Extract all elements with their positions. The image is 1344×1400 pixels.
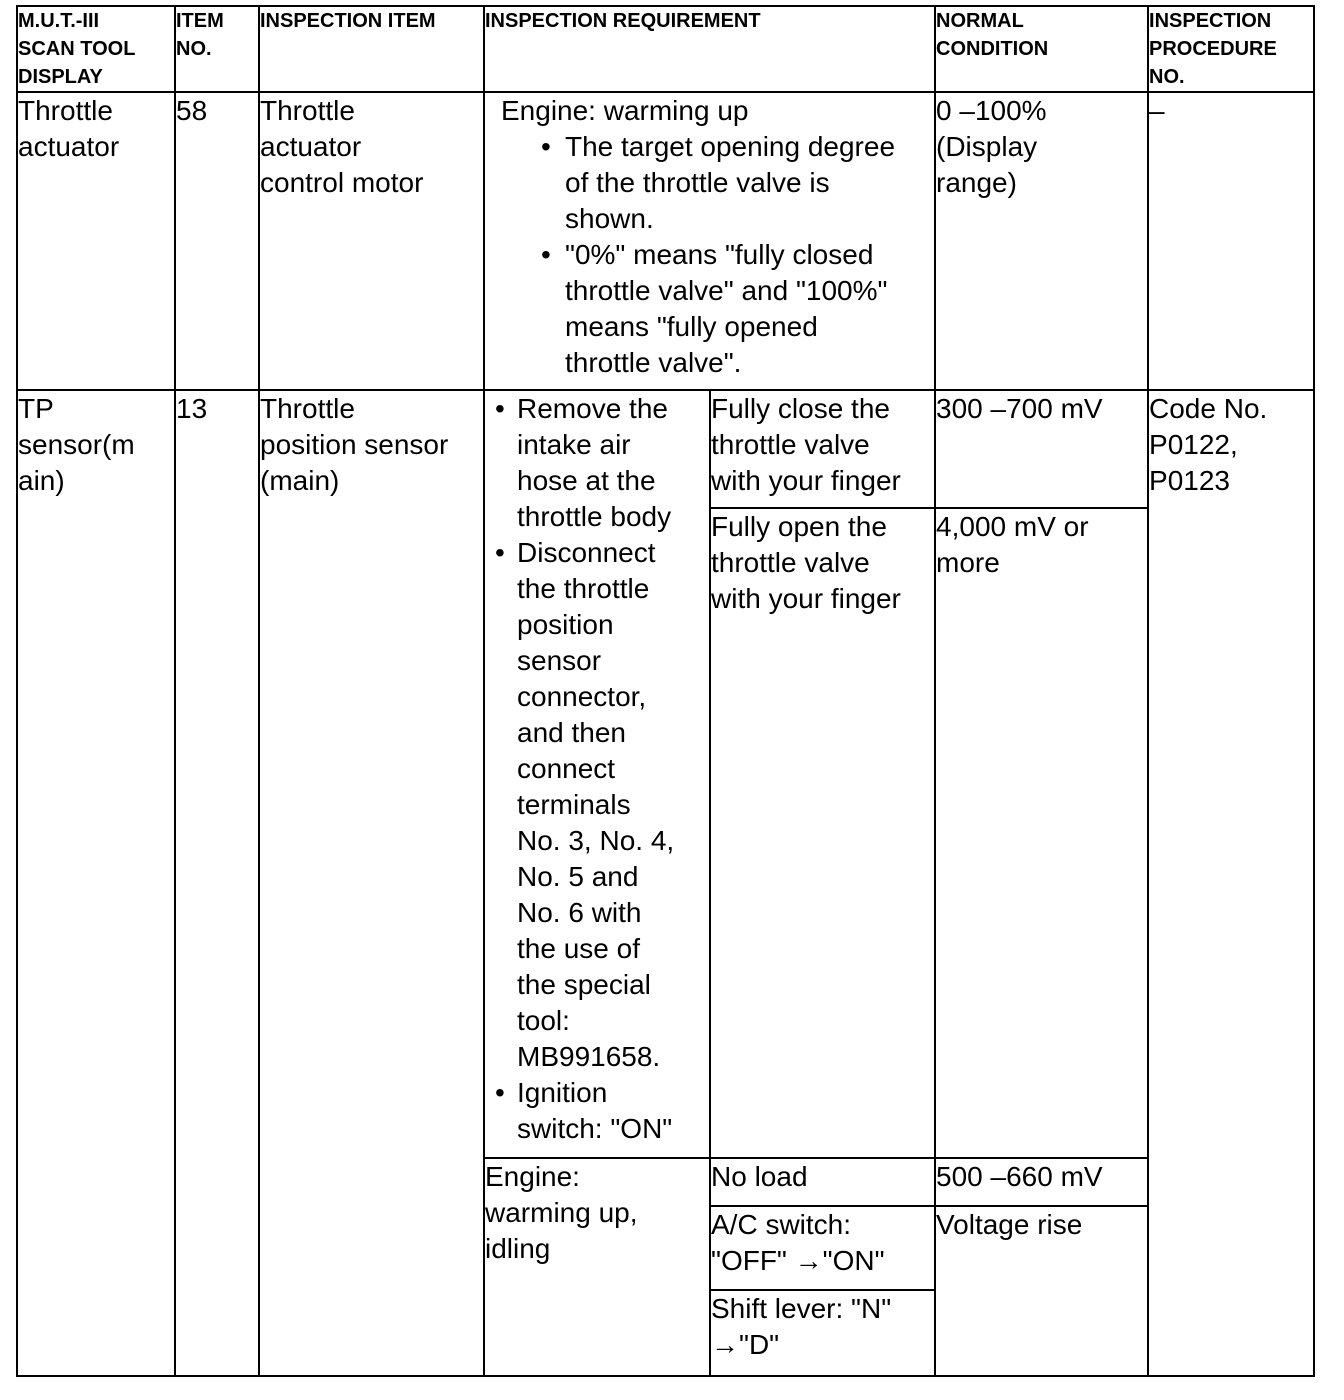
preparation-bullets (485, 391, 709, 1147)
inspection-table (16, 5, 1315, 1377)
cell-inspection-requirement (484, 92, 935, 390)
cell-normal-no-load: 500 –660 mV (935, 1158, 1148, 1206)
list-item: • The target opening degree of the throttle valve is shown. (501, 129, 934, 237)
cell-normal-condition: 0 –100% (Display range) (935, 92, 1148, 390)
cell-normal-fully-open: 4,000 mV or more (935, 508, 1148, 1158)
list-item: • Ignition switch: "ON" (485, 1075, 709, 1147)
requirement-bullets (501, 129, 934, 381)
cell-inspection-item: Throttle actuator control motor (259, 92, 484, 390)
cell-condition-shift-lever: Shift lever: "N" →"D" (710, 1290, 935, 1376)
cell-normal-fully-close: 300 –700 mV (935, 390, 1148, 508)
header-row (17, 6, 1314, 92)
requirement-intro: Engine: warming up (501, 95, 749, 126)
list-item: • Disconnect the throttle position sensor connector, and then connect terminals No. 3, No. 4, No. 5 and No. 6 with the use of the special tool: MB991658. (485, 535, 709, 1075)
cell-condition-ac-switch: A/C switch: "OFF" →"ON" (710, 1206, 935, 1290)
header-procedure-no: INSPECTION PROCEDURE NO. (1148, 6, 1314, 92)
table-row-throttle-actuator (17, 92, 1314, 390)
header-item-no: ITEM NO. (175, 6, 259, 92)
cell-preparation-steps (484, 390, 710, 1158)
cell-condition-fully-close: Fully close the throttle valve with your finger (710, 390, 935, 508)
cell-normal-voltage-rise: Voltage rise (935, 1206, 1148, 1376)
cell-display: TP sensor(m ain) (17, 390, 175, 1376)
list-item: • Remove the intake air hose at the throttle body (485, 391, 709, 535)
cell-engine-state: Engine: warming up, idling (484, 1158, 710, 1376)
cell-condition-no-load: No load (710, 1158, 935, 1206)
cell-procedure-no: – (1148, 92, 1314, 390)
list-item: • "0%" means "fully closed throttle valve" and "100%" means "fully opened throttle valve". (501, 237, 934, 381)
table-row-tp-sensor (17, 390, 1314, 508)
cell-condition-fully-open: Fully open the throttle valve with your finger (710, 508, 935, 1158)
cell-item-no: 13 (175, 390, 259, 1376)
header-normal-condition: NORMAL CONDITION (935, 6, 1148, 92)
header-scan-tool-display: M.U.T.-III SCAN TOOL DISPLAY (17, 6, 175, 92)
cell-display: Throttle actuator (17, 92, 175, 390)
cell-inspection-item: Throttle position sensor (main) (259, 390, 484, 1376)
header-inspection-requirement: INSPECTION REQUIREMENT (484, 6, 935, 92)
cell-procedure-no: Code No. P0122, P0123 (1148, 390, 1314, 1376)
cell-item-no: 58 (175, 92, 259, 390)
header-inspection-item: INSPECTION ITEM (259, 6, 484, 92)
